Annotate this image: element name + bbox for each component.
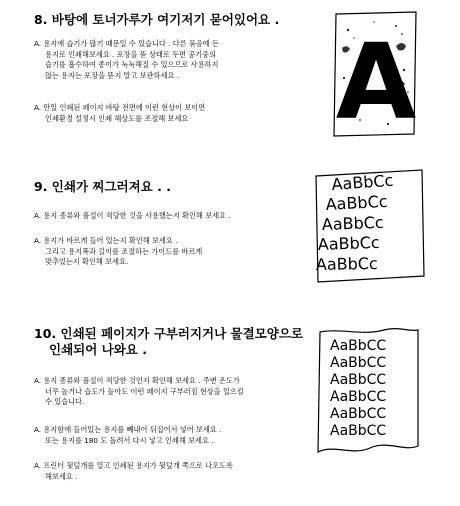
answer-line: 너무 높거나 습도가 높아도 이런 페이지 구부러짐 현상을 일으킬 bbox=[45, 386, 244, 396]
answer-line: 용지로 인쇄해보세요 . 포장을 뜯 상태로 두면 공기중의 bbox=[45, 49, 217, 59]
answer-line: 맞추었는지 확인해 보세요. bbox=[45, 257, 129, 266]
answer-paragraph bbox=[34, 461, 233, 482]
heading-line: 인쇄되어 나와요 . bbox=[49, 342, 147, 357]
sample-text-line: AaBbCc bbox=[317, 232, 380, 254]
toner-spots-page-illustration bbox=[330, 8, 420, 138]
section-title bbox=[34, 12, 279, 28]
answer-line: A. 만일 인쇄된 페이지 바탕 전면에 이런 현상이 보이면 bbox=[34, 103, 206, 112]
sample-text-line: AaBbCC bbox=[330, 389, 387, 405]
section-title bbox=[34, 179, 171, 195]
answer-paragraph bbox=[34, 236, 202, 268]
answer-paragraph bbox=[34, 425, 221, 446]
sample-text-line: AaBbCC bbox=[330, 406, 387, 422]
answer-paragraph bbox=[34, 211, 231, 222]
sample-text-line: AaBbCC bbox=[330, 338, 387, 354]
sample-text-line: AaBbCC bbox=[330, 355, 387, 371]
answer-paragraph bbox=[34, 39, 219, 81]
sample-text-line: AaBbCC bbox=[330, 372, 387, 388]
answer-line: 습기를 흡수하여 종이가 눅눅해질 수 있으므로 사용하지 bbox=[45, 60, 219, 69]
skewed-print-illustration bbox=[310, 168, 428, 286]
heading-line: 10. 인쇄된 페이지가 구부러지거나 물결모양으로 bbox=[34, 326, 303, 341]
answer-line: 해보세요 . bbox=[45, 471, 78, 481]
heading-line: 8. 바탕에 토너가루가 여기저기 묻어있어요 . bbox=[34, 12, 280, 27]
answer-line: 그리고 용지폭과 길이를 조절하는 가이드를 바르게 bbox=[45, 246, 203, 256]
answer-line: A. 용지 종류와 품질이 적당한 것인지 확인해 보세요 . 주변 온도가 bbox=[34, 376, 240, 385]
large-letter-a: A bbox=[335, 21, 417, 138]
answer-line: 또는 용지를 180 도 돌려서 다시 넣고 인쇄해 보세요 . bbox=[45, 435, 214, 445]
sample-text-line: AaBbCC bbox=[330, 423, 387, 439]
answer-line: 인쇄환경 설정시 인쇄 해상도를 조절해 보세요 bbox=[45, 113, 189, 123]
sample-text-line: AaBbCc bbox=[330, 170, 394, 194]
answer-line: A. 프린터 뒷덮개를 열고 인쇄된 용지가 뒷덮개 쪽으로 나오도록 bbox=[34, 461, 233, 470]
section-title bbox=[34, 326, 303, 358]
answer-line: A. 용지에 습기가 많기 때문일 수 있습니다 . 다른 묶음에 든 bbox=[34, 39, 219, 48]
sample-text-line: AaBbCc bbox=[315, 253, 378, 274]
sample-text-line: AaBbCc bbox=[325, 191, 388, 214]
answer-paragraph bbox=[34, 376, 244, 408]
wavy-print-illustration bbox=[312, 326, 424, 458]
answer-paragraph bbox=[34, 103, 205, 124]
answer-line: A. 용지함에 들어있는 용지를 빼내어 뒤집어서 넣어 보세요 . bbox=[34, 425, 222, 434]
answer-line: A. 용지 종류와 품질이 적당한 것을 사용했는지 확인해 보세요 . bbox=[34, 211, 231, 220]
answer-line: 수 있습니다. bbox=[45, 397, 85, 406]
sample-text-line: AaBbCc bbox=[321, 212, 384, 234]
answer-line: A. 용지가 바르게 들어 있는지 확인해 보세요 . bbox=[34, 236, 178, 245]
answer-line: 않는 용지는 포장을 뜯지 말고 보관하세요 . bbox=[45, 70, 180, 80]
heading-line: 9. 인쇄가 찌그러져요 . . bbox=[34, 179, 171, 194]
